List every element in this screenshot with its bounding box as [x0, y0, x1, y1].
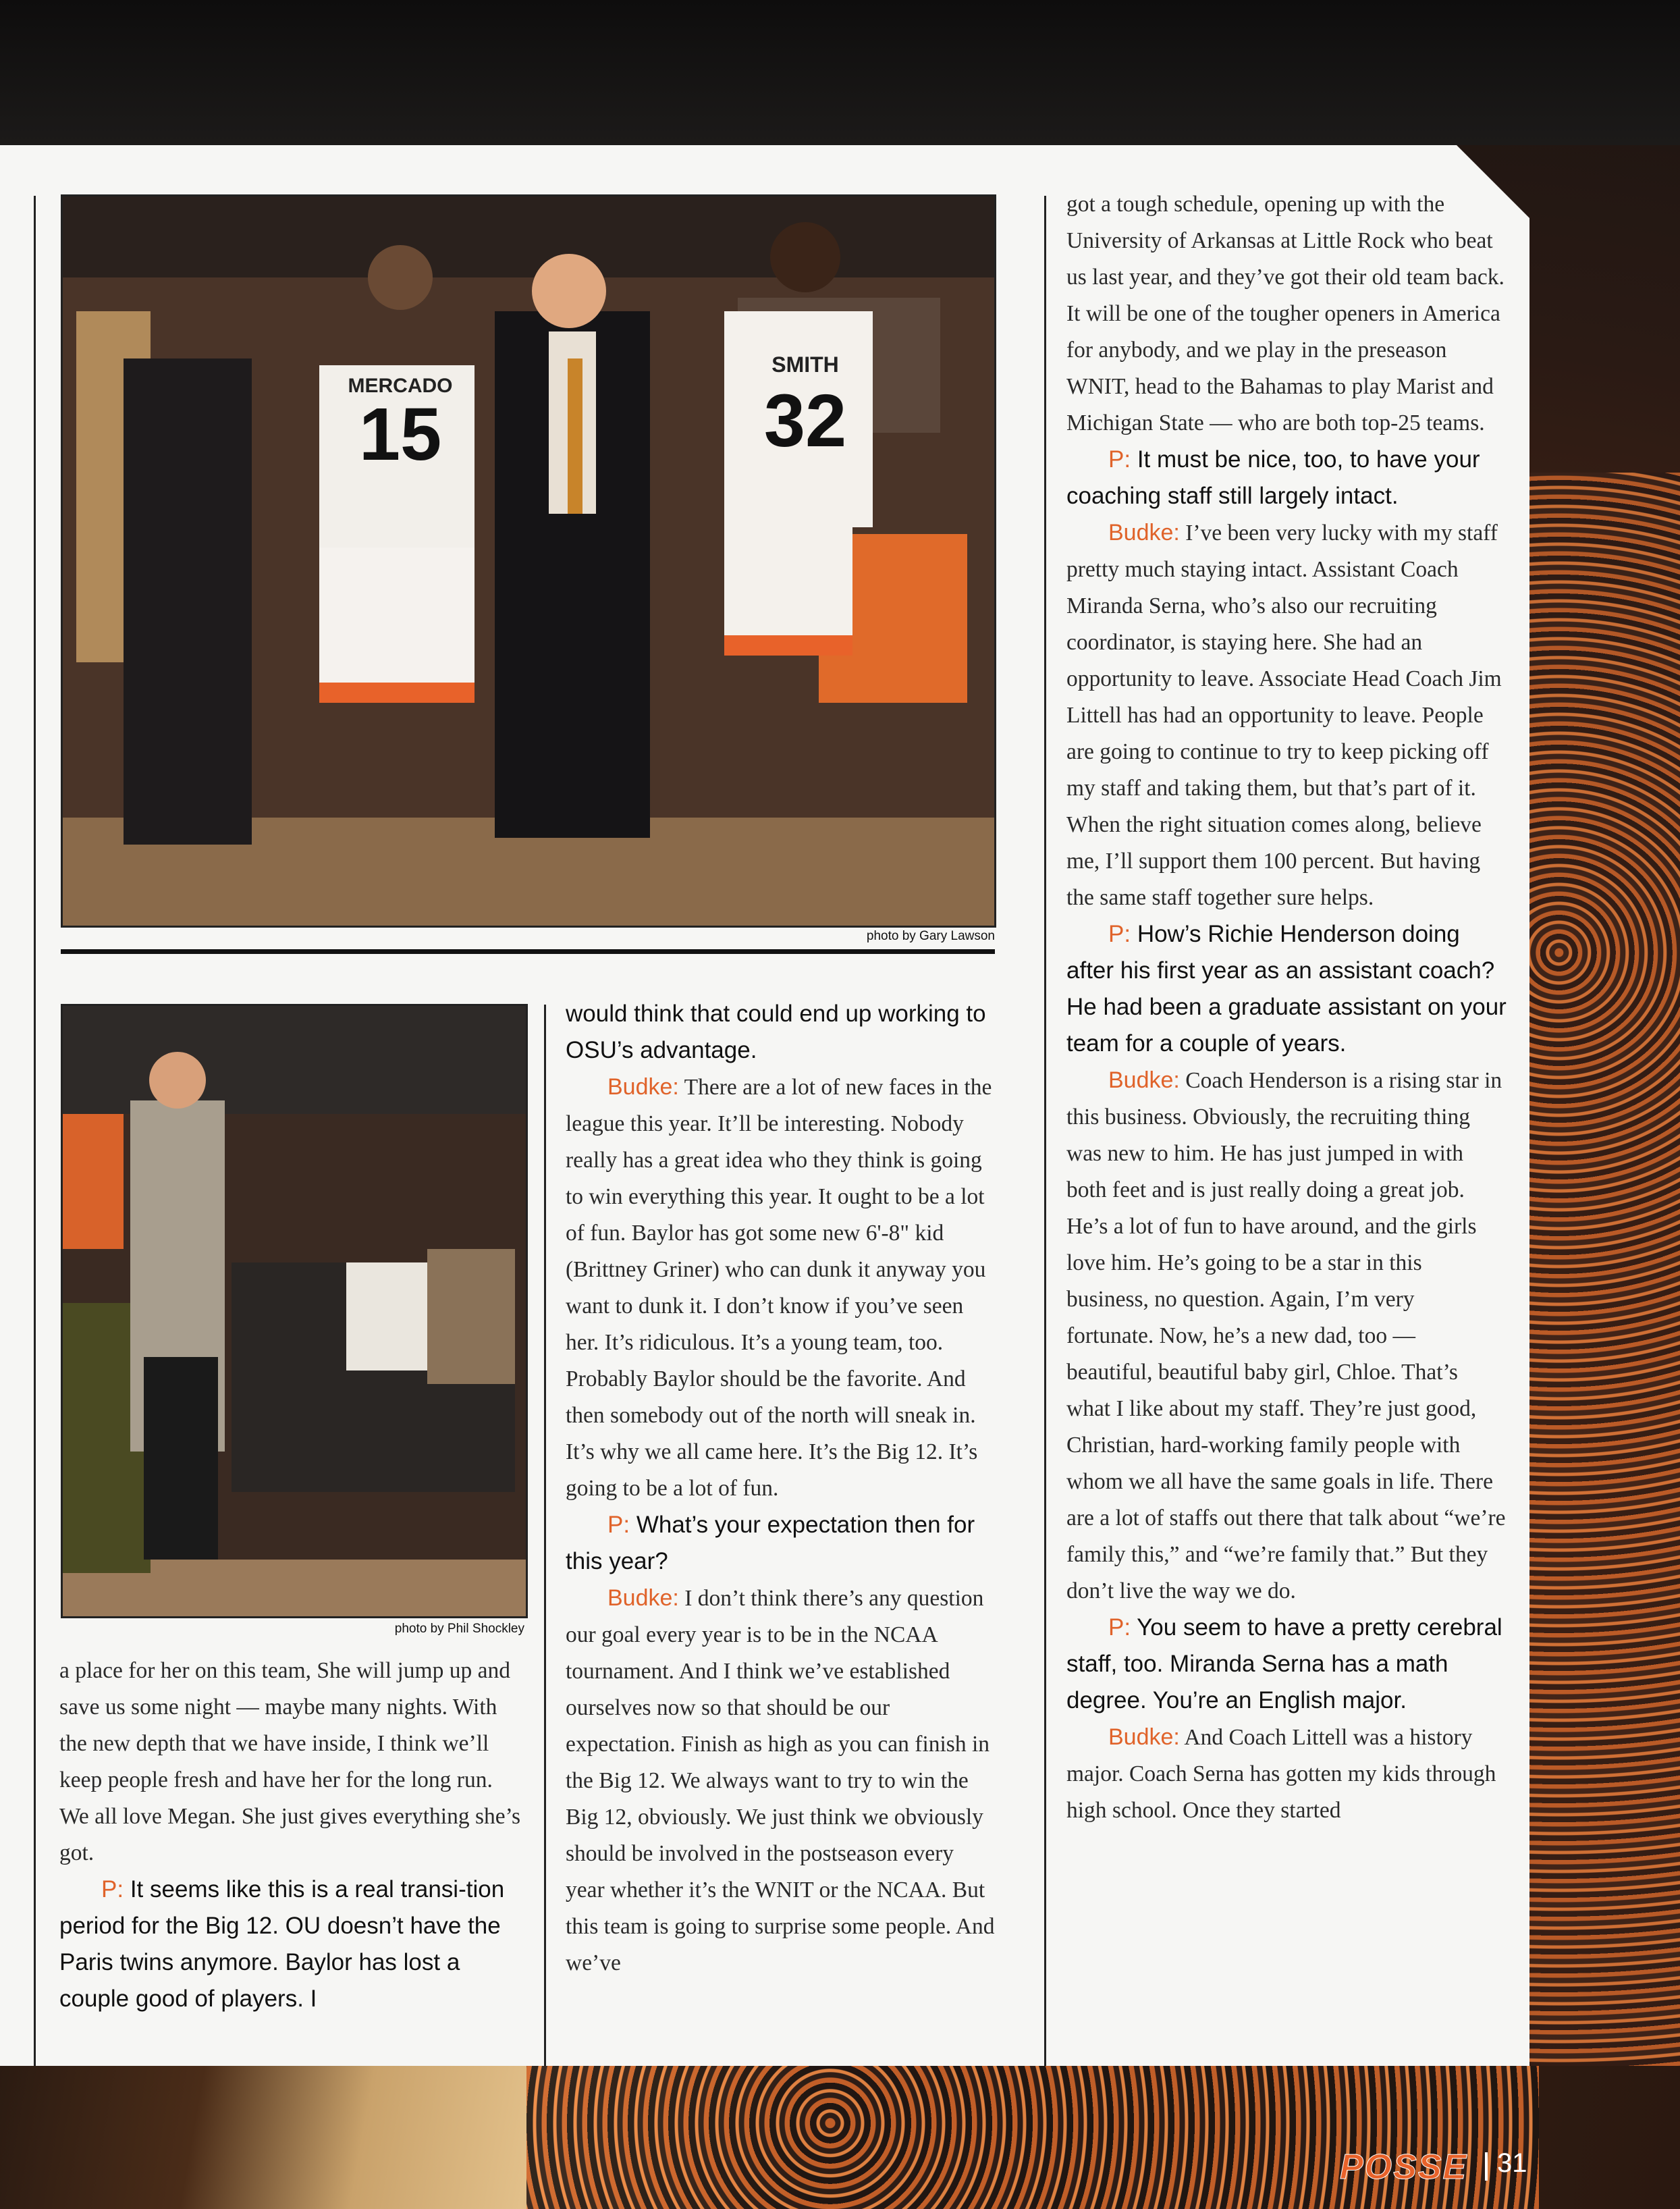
answer-paragraph	[566, 1580, 998, 1981]
question-paragraph	[1066, 1609, 1507, 1719]
posse-logo: POSSE	[1340, 2148, 1468, 2187]
text-column-3	[1066, 186, 1507, 1829]
column-rule-2	[1044, 196, 1046, 2066]
crowd-background	[1529, 473, 1680, 2073]
question-paragraph	[1066, 916, 1507, 1062]
speaker-label: Budke:	[1108, 1067, 1180, 1093]
paragraph-text: I’ve been very lucky with my staff pretty much staying intact. Assistant Coach Miranda Serna, who’s also our recruiting coordinator, is staying here. She had an opportunity to leave. Associate Head Coach Jim Littell has had an opportunity to leave. People are going to continue to try to keep picking off my staff and taking them, but that’s part of it. When the right situation comes along, believe me, I’ll support them 100 percent. But having the same staff together sure helps.	[1066, 521, 1502, 910]
answer-paragraph	[566, 1069, 998, 1507]
photo-divider-rule	[61, 949, 995, 954]
speaker-label: P:	[101, 1876, 124, 1902]
speaker-label: Budke:	[607, 1074, 679, 1100]
question-paragraph	[59, 1871, 521, 2017]
paragraph-text: It must be nice, too, to have your coaching staff still largely intact.	[1066, 446, 1480, 509]
jersey-number-left: 15	[358, 393, 442, 476]
bottom-photo-credit: photo by Phil Shockley	[394, 1622, 524, 1636]
top-photo-credit: photo by Gary Lawson	[866, 929, 995, 943]
paragraph-text: And Coach Littell was a history major. Coach Serna has gotten my kids through high school. Once they started	[1066, 1725, 1496, 1823]
speaker-label: Budke:	[1108, 1724, 1180, 1750]
jersey-number-right: 32	[763, 379, 847, 462]
body-paragraph	[1066, 186, 1507, 442]
paragraph-text: would think that could end up working to OSU’s advantage.	[566, 1001, 986, 1063]
speaker-label: P:	[1108, 921, 1131, 947]
question-paragraph	[1066, 442, 1507, 514]
text-column-2	[566, 996, 998, 1981]
paragraph-text: got a tough schedule, opening up with the University of Arkansas at Little Rock who beat us last year, and they’ve got their old team back. It will be one of the tougher openers in America for anybody, and we play in the preseason WNIT, head to the Bahamas to play Marist and Michigan State — who are both top-25 teams.	[1066, 192, 1505, 435]
arena-ceiling	[0, 0, 1680, 145]
speaker-label: P:	[1108, 1614, 1131, 1641]
top-photo	[61, 194, 996, 928]
paragraph-text: You seem to have a pretty cerebral staff, too. Miranda Serna has a math degree. You’re an English major.	[1066, 1614, 1502, 1713]
question-paragraph-continued	[566, 996, 998, 1069]
jersey-name-left: MERCADO	[348, 375, 453, 397]
speaker-label: Budke:	[1108, 520, 1180, 545]
bottom-photo-image	[63, 1006, 526, 1616]
paragraph-text: It seems like this is a real transi-tion period for the Big 12. OU doesn’t have the Paris twins anymore. Baylor has lost a couple good of players. I	[59, 1876, 505, 2012]
paragraph-text: How’s Richie Henderson doing after his first year as an assistant coach? He had been a graduate assistant on your team for a couple of years.	[1066, 921, 1507, 1057]
body-paragraph	[59, 1653, 521, 1871]
paragraph-text: a place for her on this team, She will jump up and save us some night — maybe many nights. With the new depth that we have inside, I think we’ll keep people fresh and have her for the long run. We all love Megan. She just gives everything she’s got.	[59, 1658, 520, 1865]
text-column-1	[59, 1653, 521, 2017]
left-border-rule	[34, 196, 36, 2066]
top-photo-image	[63, 196, 994, 926]
jersey-name-right: SMITH	[771, 352, 839, 377]
speaker-label: P:	[607, 1512, 630, 1538]
paragraph-text: There are a lot of new faces in the league this year. It’ll be interesting. Nobody really has a great idea who they think is going to win everything this year. It ought to be a lot of fun. Baylor has got some new 6'-8" kid (Brittney Griner) who can dunk it anyway you want to dunk it. I don’t know if you’ve seen her. It’s ridiculous. It’s a young team, too. Probably Baylor should be the favorite. And then somebody out of the north will sneak in. It’s why we all came here. It’s the Big 12. It’s going to be a lot of fun.	[566, 1075, 992, 1501]
speaker-label: Budke:	[607, 1585, 679, 1611]
footer-separator	[1485, 2152, 1488, 2181]
bottom-photo	[61, 1004, 528, 1618]
answer-paragraph	[1066, 1719, 1507, 1829]
answer-paragraph	[1066, 514, 1507, 916]
paragraph-text: I don’t think there’s any question our goal every year is to be in the NCAA tournament. And I think we’ve established ourselves now so that should be our expectation. Finish as high as you can finish in the Big 12. We always want to try to win the Big 12, obviously. We just think we obviously should be involved in the postseason every year whether it’s the WNIT or the NCAA. But this team is going to surprise some people. And we’ve	[566, 1586, 995, 1975]
speaker-label: P:	[1108, 446, 1131, 473]
paragraph-text: Coach Henderson is a rising star in this business. Obviously, the recruiting thing was new to him. He has just jumped in with both feet and is just really doing a great job. He’s a lot of fun to have around, and the girls love him. He’s going to be a star in this business, no question. Again, I’m very fortunate. Now, he’s a new dad, too — beautiful, beautiful baby girl, Chloe. That’s what I like about my staff. They’re just good, Christian, hard-working family people with whom we all have the same goals in life. There are a lot of staffs out there that talk about “we’re family this,” and “we’re family that.” But they don’t live the way we do.	[1066, 1068, 1506, 1603]
column-rule-1	[544, 1005, 546, 2066]
question-paragraph	[566, 1507, 998, 1580]
answer-paragraph	[1066, 1062, 1507, 1609]
floor-crowd	[526, 2066, 1539, 2209]
page-number: 31	[1497, 2148, 1527, 2178]
paragraph-text: What’s your expectation then for this year?	[566, 1512, 975, 1574]
